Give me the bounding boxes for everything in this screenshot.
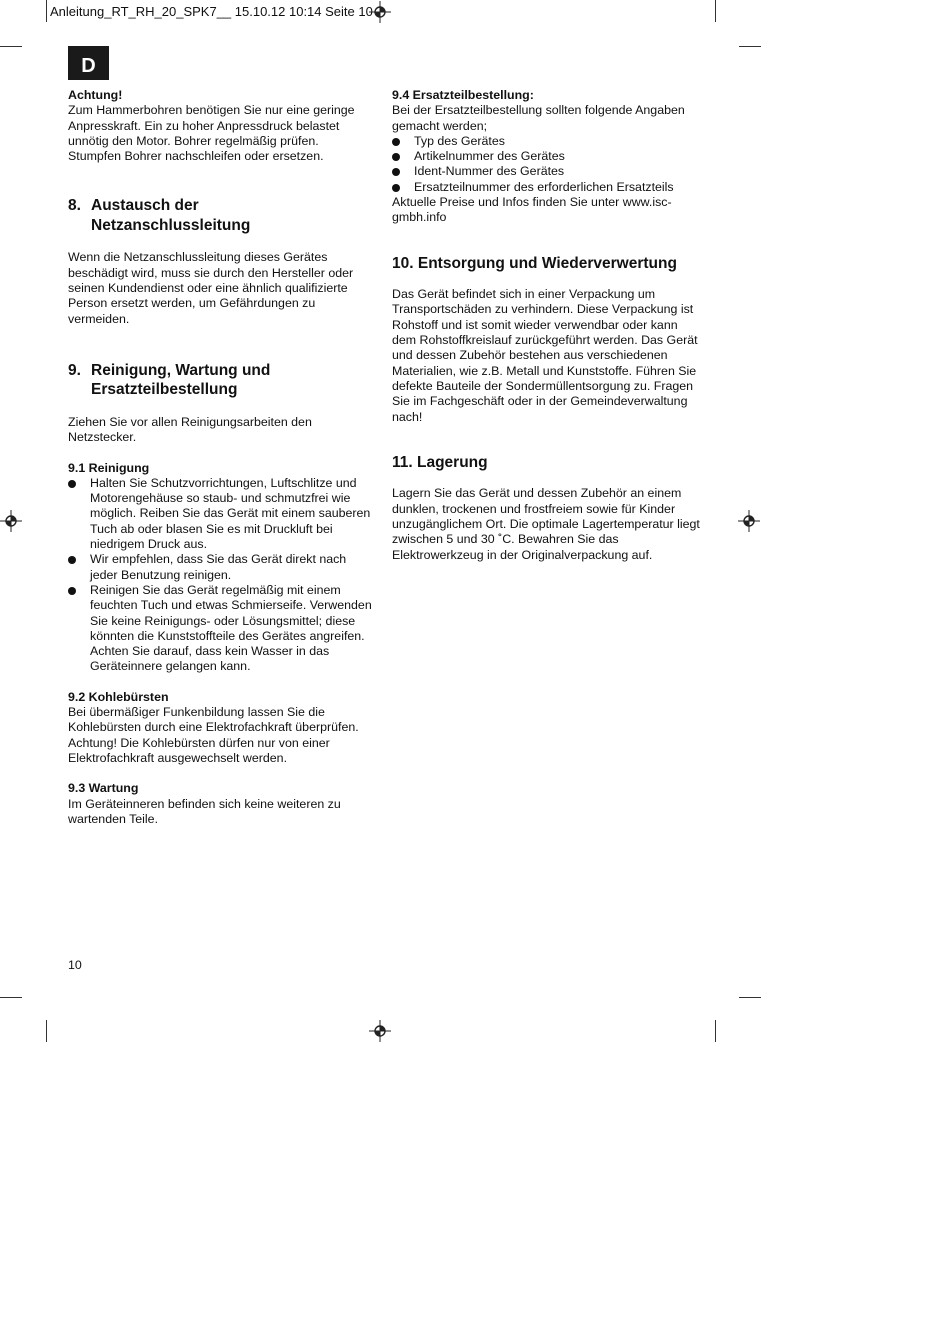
section-10-heading: 10. Entsorgung und Wiederverwertung bbox=[392, 254, 677, 272]
section-9-2-warning: Achtung! Die Kohlebürsten dürfen nur von einer Elektrofachkraft ausgewechselt werden. bbox=[68, 735, 330, 765]
section-9-title-line1: Reinigung, Wartung und bbox=[91, 361, 271, 379]
list-item: Ersatzteilnummer des erforderlichen Ersatzteils bbox=[392, 180, 702, 195]
section-9-3-title: 9.3 Wartung bbox=[68, 781, 139, 796]
registration-mark-icon bbox=[0, 510, 22, 532]
section-8-title-line2: Netzanschlussleitung bbox=[91, 216, 251, 234]
section-9-title-line2: Ersatzteilbestellung bbox=[91, 381, 238, 399]
section-11-text: Lagern Sie das Gerät und dessen Zubehör an einem dunklen, trockenen und frostfreiem sowie für Kinder unzugänglichem Ort. Die optimale Lagertemperatur liegt zwischen 5 und 30 ˚C. Bewahren Sie das Elektrowerkzeug in der Originalverpackung auf. bbox=[392, 486, 700, 562]
crop-mark bbox=[739, 997, 761, 998]
section-9-4-title: 9.4 Ersatzteilbestellung: bbox=[392, 88, 534, 102]
section-9-4-outro: Aktuelle Preise und Infos finden Sie unter www.isc-gmbh.info bbox=[392, 195, 672, 225]
section-9-2-text: Bei übermäßiger Funkenbildung lassen Sie die Kohlebürsten durch eine Elektrofachkraft überprüfen. bbox=[68, 705, 359, 735]
section-9-4-intro: Bei der Ersatzteilbestellung sollten folgende Angaben gemacht werden; bbox=[392, 103, 685, 133]
list-item: Halten Sie Schutzvorrichtungen, Luftschlitze und Motorengehäuse so staub- und schmutzfrei wie möglich. Reiben Sie das Gerät mit einem sauberen Tuch ab oder blasen Sie es mit Druckluft bei niedrigem Druck aus. bbox=[68, 476, 373, 552]
section-11-heading: 11. Lagerung bbox=[392, 453, 488, 471]
page-number: 10 bbox=[68, 958, 82, 972]
section-9-number: 9. bbox=[68, 361, 81, 379]
print-file-info: Anleitung_RT_RH_20_SPK7__ 15.10.12 10:14 Seite 10 bbox=[50, 4, 373, 19]
right-column bbox=[392, 88, 702, 563]
section-8-text: Wenn die Netzanschlussleitung dieses Gerätes beschädigt wird, muss sie durch den Hersteller oder seinen Kundendienst oder eine ähnlich qualifizierte Person ersetzt werden, um Gefährdungen zu vermeiden. bbox=[68, 250, 354, 326]
section-9-2-title: 9.2 Kohlebürsten bbox=[68, 689, 169, 704]
registration-mark-icon bbox=[738, 510, 760, 532]
list-item: Typ des Gerätes bbox=[392, 134, 702, 149]
left-column bbox=[68, 88, 373, 827]
section-9-3-text: Im Geräteinneren befinden sich keine weiteren zu wartenden Teile. bbox=[68, 796, 341, 826]
crop-mark bbox=[715, 1020, 716, 1042]
list-item: Artikelnummer des Gerätes bbox=[392, 149, 702, 164]
spare-parts-list bbox=[392, 134, 702, 195]
crop-mark bbox=[0, 46, 22, 47]
section-9-intro: Ziehen Sie vor allen Reinigungsarbeiten den Netzstecker. bbox=[68, 414, 312, 445]
cleaning-list bbox=[68, 476, 373, 675]
list-item: Ident-Nummer des Gerätes bbox=[392, 164, 702, 179]
section-9-1-title: 9.1 Reinigung bbox=[68, 460, 150, 475]
language-badge: D bbox=[68, 46, 109, 80]
section-9-heading bbox=[68, 361, 373, 400]
warning-title: Achtung! bbox=[68, 88, 123, 102]
crop-mark bbox=[0, 997, 22, 998]
warning-text: Zum Hammerbohren benötigen Sie nur eine geringe Anpresskraft. Ein zu hoher Anpressdruck belastet unnötig den Motor. Bohrer regelmäßig prüfen. Stumpfen Bohrer nachschleifen oder ersetzen. bbox=[68, 103, 355, 164]
list-item: Reinigen Sie das Gerät regelmäßig mit einem feuchten Tuch und etwas Schmierseife. Verwenden Sie keine Reinigungs- oder Lösungsmittel; diese könnten die Kunststoffteile des Gerätes angreifen. Achten Sie darauf, dass kein Wasser in das Geräteinnere gelangen kann. bbox=[68, 583, 373, 675]
section-8-title-line1: Austausch der bbox=[91, 197, 199, 215]
section-8-heading bbox=[68, 196, 373, 235]
registration-mark-icon bbox=[369, 1, 391, 23]
section-10-text: Das Gerät befindet sich in einer Verpackung um Transportschäden zu verhindern. Diese Verpackung ist Rohstoff und ist somit wieder verwendbar oder kann dem Rohstoffkreislauf zurückgeführt werden. Das Gerät und dessen Zubehör bestehen aus verschiedenen Materialien, wie z.B. Metall und Kunststoffe. Führen Sie defekte Bauteile der Sondermüllentsorgung zu. Fragen Sie im Fachgeschäft oder in der Gemeindeverwaltung nach! bbox=[392, 287, 698, 424]
crop-mark bbox=[739, 46, 761, 47]
registration-mark-icon bbox=[369, 1020, 391, 1042]
section-8-number: 8. bbox=[68, 197, 81, 215]
list-item: Wir empfehlen, dass Sie das Gerät direkt nach jeder Benutzung reinigen. bbox=[68, 552, 373, 583]
crop-mark bbox=[715, 0, 716, 22]
crop-mark bbox=[46, 0, 47, 22]
crop-mark bbox=[46, 1020, 47, 1042]
